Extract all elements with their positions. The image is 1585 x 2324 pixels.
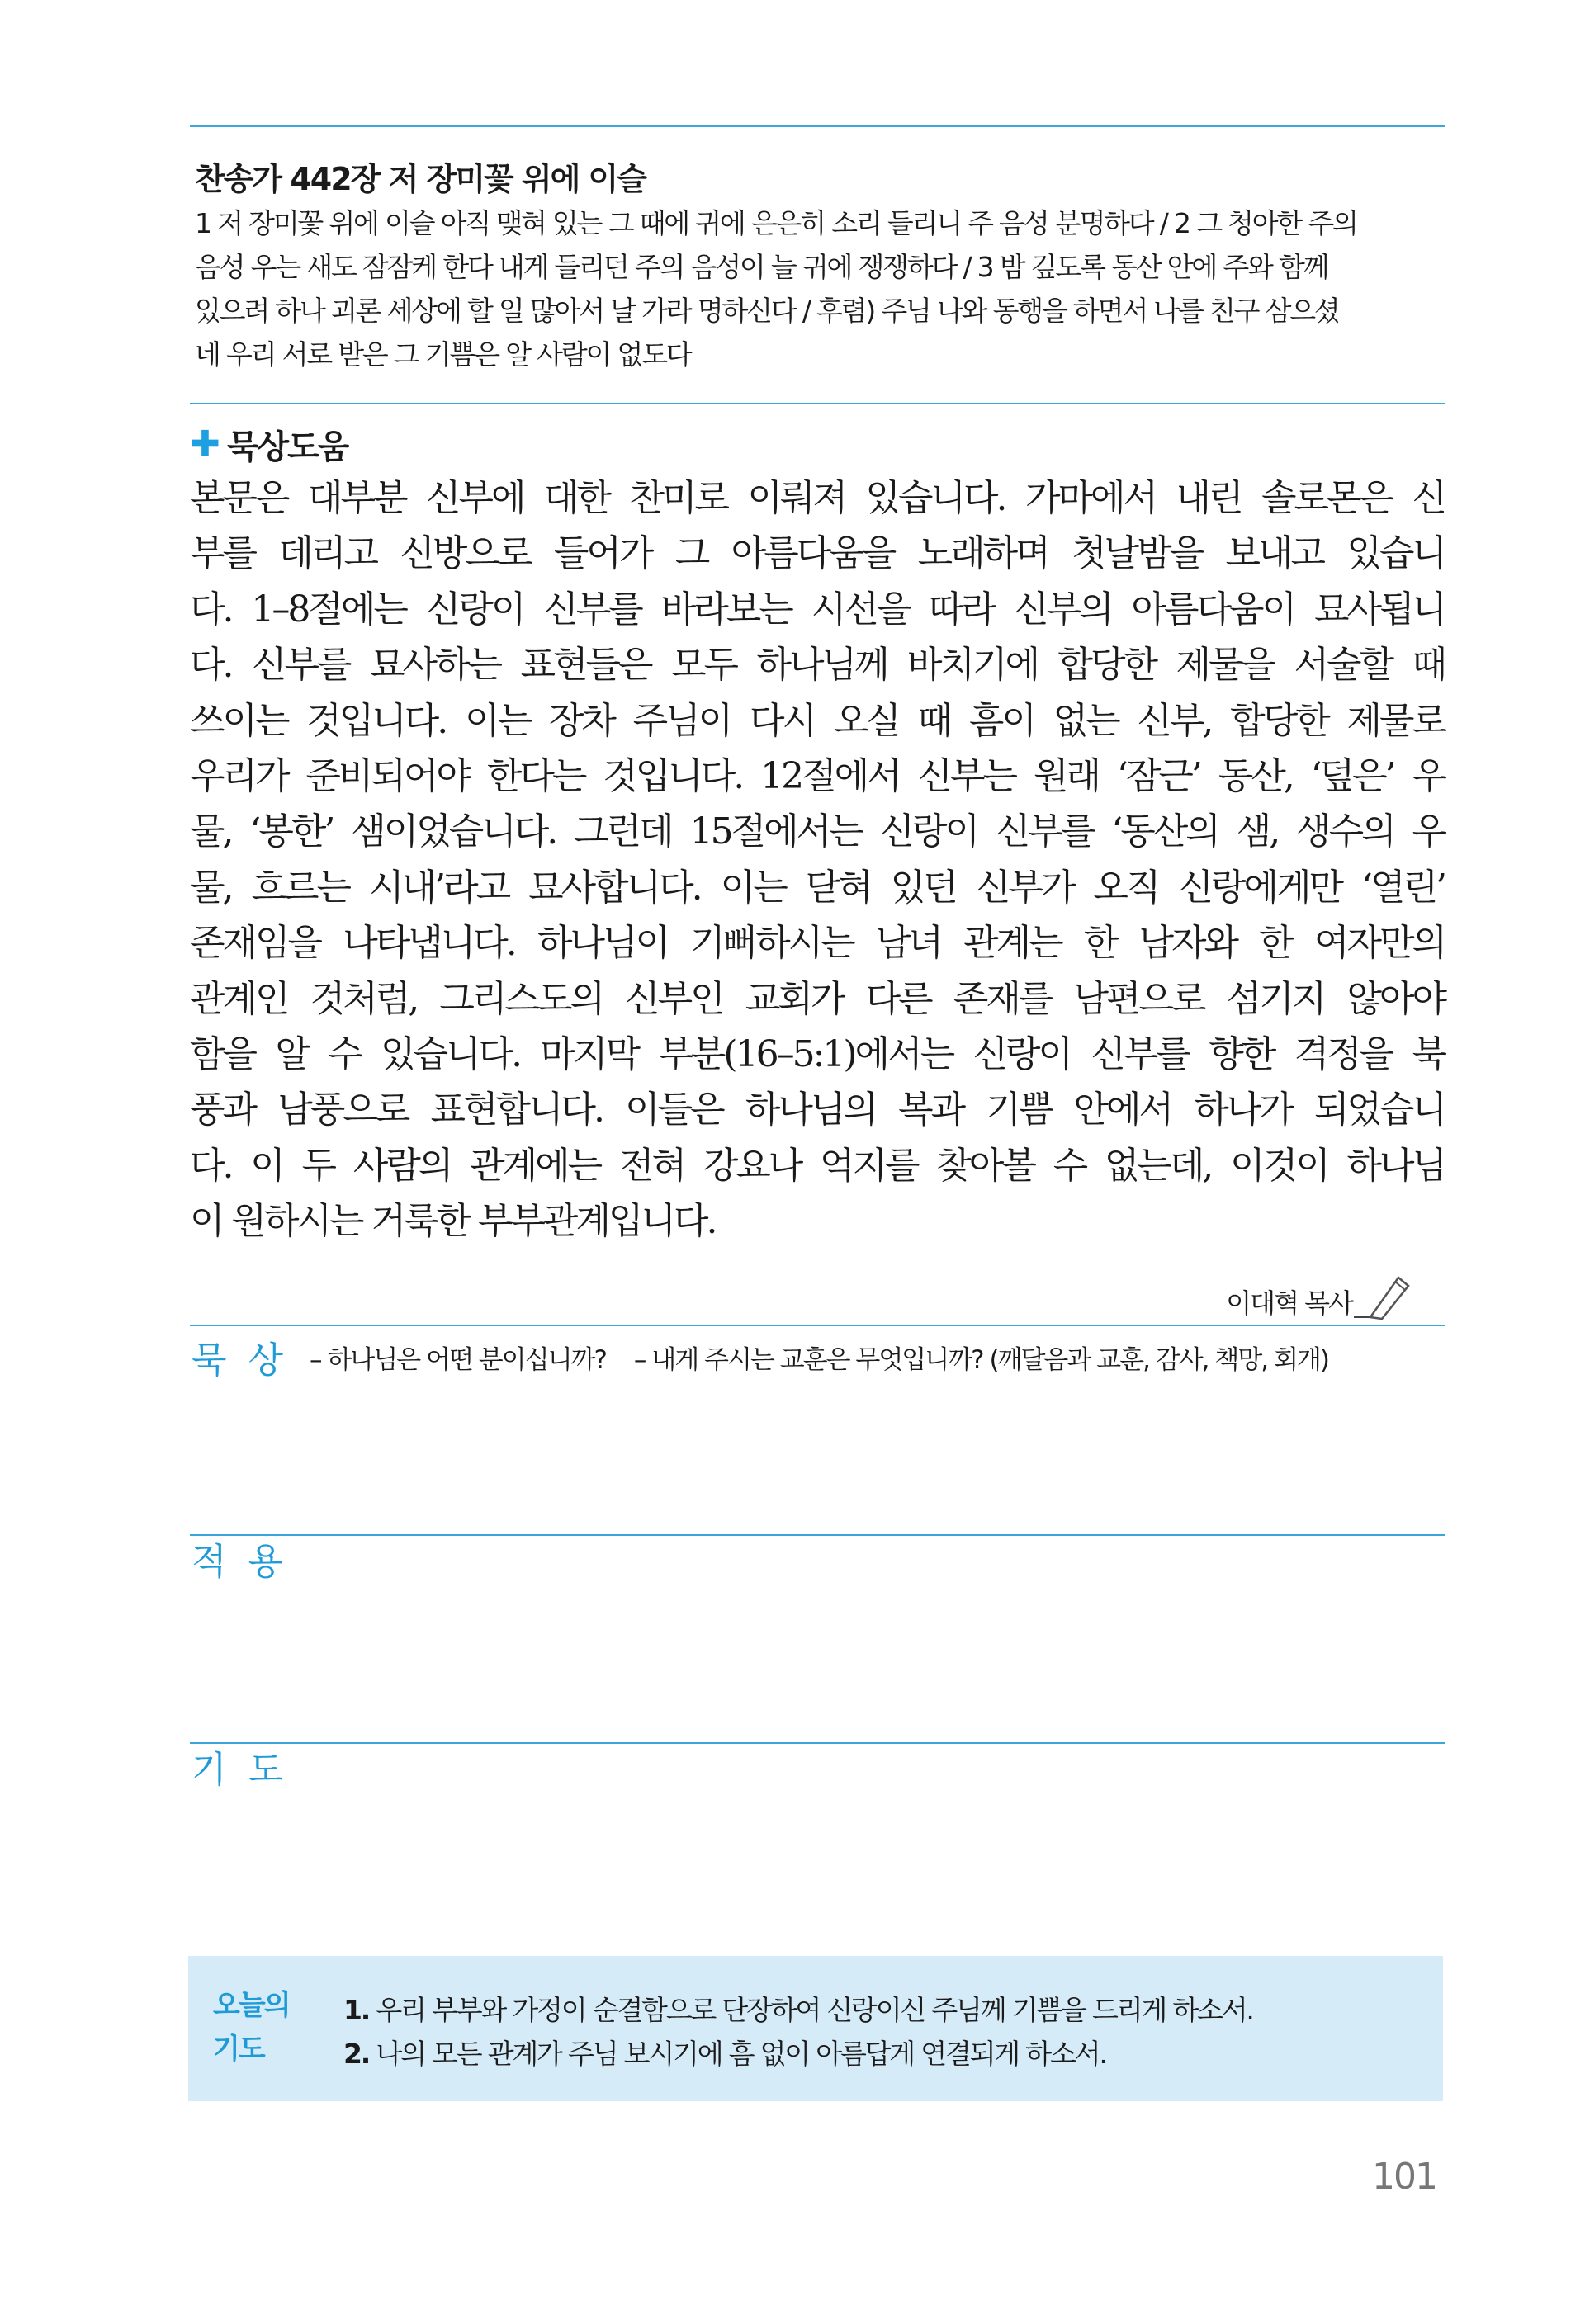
divider [190,1325,1445,1326]
body-text-line: 존재임을 나타냅니다. 하나님이 기뻐하시는 남녀 관계는 한 남자와 한 여자만의 [190,922,1445,965]
body-text-line: 다. 1–8절에는 신랑이 신부를 바라보는 시선을 따라 신부의 아름다움이 묘사됩니 [190,588,1445,631]
plus-icon: ✚ [190,423,219,465]
prayer-item [343,1989,1253,2028]
hymn-lyrics-line: 네 우리 서로 받은 그 기쁨은 알 사람이 없도다 [195,338,691,371]
meditation-help-title: 묵상도움 [226,428,348,466]
body-text-line: 이 원하시는 거룩한 부부관계입니다. [190,1200,716,1243]
body-text-line: 물, 흐르는 시내’라고 묘사합니다. 이는 닫혀 있던 신부가 오직 신랑에게만 ‘열린’ [190,866,1445,909]
prayer-writing-area[interactable] [192,1791,1445,1939]
hymn-lyrics-line: 음성 우는 새도 잠잠케 한다 내게 들리던 주의 음성이 늘 귀에 쟁쟁하다 / 3 밤 깊도록 동산 안에 주와 함께 [195,251,1328,283]
meditation-question-1: – 하나님은 어떤 분이십니까? [310,1344,606,1375]
todays-prayer-label-line: 기도 [213,2033,264,2066]
meditation-row [192,1330,1328,1383]
prayer-item [343,2033,1106,2071]
hymn-lyrics-line: 1 저 장미꽃 위에 이슬 아직 맺혀 있는 그 때에 귀에 은은히 소리 들리니 주 음성 분명하다 / 2 그 청아한 주의 [195,207,1357,239]
body-text-line: 풍과 남풍으로 표현합니다. 이들은 하나님의 복과 기쁨 안에서 하나가 되었습니 [190,1089,1445,1131]
body-text-line: 부를 데리고 신방으로 들어가 그 아름다움을 노래하며 첫날밤을 보내고 있습니 [190,532,1445,575]
top-rule [190,125,1445,127]
divider [190,1742,1445,1744]
application-label: 적 용 [192,1541,288,1583]
author-signature [1226,1271,1412,1320]
body-text-line: 다. 신부를 묘사하는 표현들은 모두 하나님께 바치기에 합당한 제물을 서술할 때 [190,644,1445,687]
meditation-help-heading [190,421,348,468]
prayer-item-text: 우리 부부와 가정이 순결함으로 단장하여 신랑이신 주님께 기쁨을 드리게 하소서. [369,1994,1253,2026]
hymn-lyrics-line: 있으려 하나 괴론 세상에 할 일 많아서 날 가라 명하신다 / 후렴) 주님 나와 동행을 하면서 나를 친구 삼으셨 [195,295,1339,327]
prayer-item-number: 1. [343,1994,370,2026]
meditation-label: 묵 상 [192,1339,288,1382]
todays-prayer-box [188,1956,1443,2101]
body-text-line: 다. 이 두 사람의 관계에는 전혀 강요나 억지를 찾아볼 수 없는데, 이것이 하나님 [190,1144,1445,1187]
meditation-question-2: – 내게 주시는 교훈은 무엇입니까? (깨달음과 교훈, 감사, 책망, 회개) [633,1344,1328,1375]
prayer-item-text: 나의 모든 관계가 주님 보시기에 흠 없이 아름답게 연결되게 하소서. [369,2038,1106,2070]
pencil-icon [1354,1271,1412,1320]
author-name: 이대혁 목사 [1226,1287,1352,1319]
page-number: 101 [1372,2156,1436,2198]
body-text-line: 본문은 대부분 신부에 대한 찬미로 이뤄져 있습니다. 가마에서 내린 솔로몬은 신 [190,477,1445,519]
divider [190,1534,1445,1536]
todays-prayer-label-line: 오늘의 [213,1989,290,2022]
divider [190,403,1445,404]
body-text-line: 함을 알 수 있습니다. 마지막 부분(16–5:1)에서는 신랑이 신부를 향한 격정을 북 [190,1033,1445,1075]
prayer-label: 기 도 [192,1749,288,1791]
hymn-title: 찬송가 442장 저 장미꽃 위에 이슬 [195,161,646,197]
prayer-item-number: 2. [343,2038,370,2070]
todays-prayer-label [213,1984,290,2071]
application-writing-area[interactable] [192,1585,1445,1733]
body-text-line: 쓰이는 것입니다. 이는 장차 주님이 다시 오실 때 흠이 없는 신부, 합당한 제물로 [190,699,1445,742]
body-text-line: 우리가 준비되어야 한다는 것입니다. 12절에서 신부는 원래 ‘잠근’ 동산, ‘덮은’ 우 [190,755,1445,797]
body-text-line: 물, ‘봉한’ 샘이었습니다. 그런데 15절에서는 신랑이 신부를 ‘동산의 샘, 생수의 우 [190,810,1445,853]
body-text-line: 관계인 것처럼, 그리스도의 신부인 교회가 다른 존재를 남편으로 섬기지 않아야 [190,977,1445,1020]
